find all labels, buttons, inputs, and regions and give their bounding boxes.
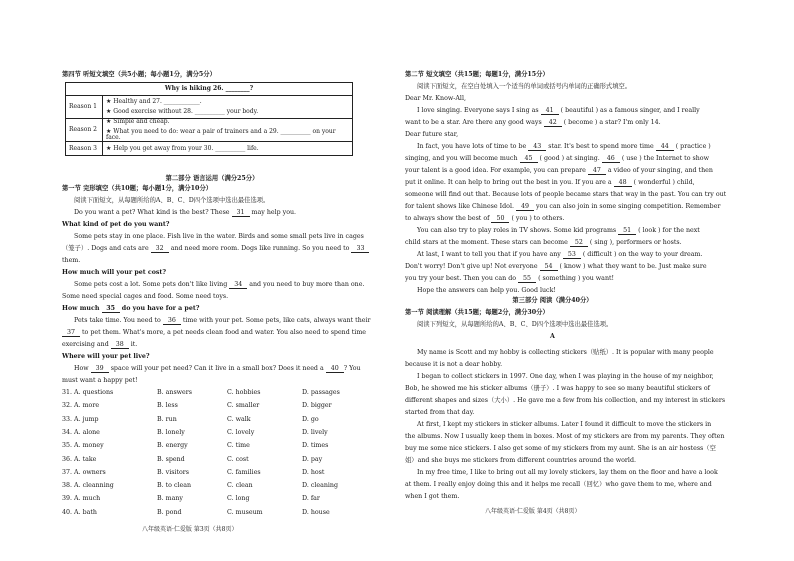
answer-blank[interactable]: 43	[528, 144, 546, 151]
option-choice[interactable]: B. spend	[157, 455, 185, 463]
option-choice[interactable]: C. hobbies	[227, 389, 261, 396]
option-choice[interactable]: B. answers	[157, 389, 193, 396]
text-line: 阅读下面短文，从每题所给的A、B、C、D四个选项中选出最佳选项。	[74, 197, 270, 204]
answer-blank[interactable]: 45	[520, 156, 538, 163]
option-choice[interactable]: B. less	[157, 402, 178, 410]
text-line: Some need special cages and food. Some need toys.	[62, 293, 229, 300]
table-row	[66, 119, 353, 142]
text-line: Pets take time. You need to 36 time with your pet. Some pets, like cats, always want their	[74, 317, 371, 324]
left-page	[62, 0, 371, 561]
text-line: Don't worry! Don't give up! Not everyone 54 ( know ) what they want to be. Just make sure	[405, 263, 707, 270]
answer-blank[interactable]: 34	[229, 282, 247, 289]
option-choice[interactable]: B. many	[157, 495, 183, 503]
answer-blank[interactable]: 49	[516, 204, 534, 211]
answer-blank[interactable]: 39	[91, 366, 109, 373]
table-header-row	[66, 83, 353, 96]
answer-blank[interactable]: 31	[232, 210, 250, 217]
text-line: them.	[62, 257, 81, 264]
text-line: at them. I really enjoy doing this and it helps me recall（回忆）who gave them to me, where and	[405, 481, 712, 488]
text-line: when I got them.	[405, 493, 460, 500]
bold-line: Where will your pet live?	[62, 353, 150, 360]
option-choice[interactable]: D. house	[302, 508, 330, 516]
text-line: started from that day.	[405, 409, 475, 416]
row-head: Reason 2	[66, 119, 103, 142]
row-item: ★ Simple and cheap.	[106, 118, 170, 125]
answer-blank[interactable]: 42	[544, 120, 562, 127]
option-choice[interactable]: C. lovely	[227, 428, 255, 436]
answer-blank[interactable]: 46	[602, 156, 620, 163]
option-choice[interactable]: B. energy	[157, 442, 188, 450]
option-choice[interactable]: C. cost	[227, 455, 249, 463]
row-item: ★ Healthy and 27. ____________.	[106, 98, 202, 105]
answer-blank[interactable]: 52	[570, 240, 588, 247]
option-choice[interactable]: D. pay	[302, 455, 323, 463]
option-choice[interactable]: 39. A. much	[62, 495, 101, 503]
answer-blank[interactable]: 37	[62, 330, 80, 337]
answer-blank[interactable]: 35	[102, 306, 120, 313]
option-choice[interactable]: D. go	[302, 415, 319, 423]
text-line: your talent is a good idea. For example, you can prepare 47 a video of your singing, and then	[405, 167, 713, 174]
option-choice[interactable]: C. smaller	[227, 402, 260, 410]
text-line: Hope the answers can help you. Good luck!	[417, 287, 556, 294]
option-choice[interactable]: D. times	[302, 442, 329, 450]
text-line: Dear Mr. Know-All,	[405, 95, 466, 102]
text-line: must want a happy pet!	[62, 377, 138, 384]
bold-line: 第四节 听短文填空（共5小题；每小题1分，满分5分）	[62, 71, 216, 78]
text-line: 姐）and she buys me stickers from different countries around the world.	[405, 457, 636, 464]
option-choice[interactable]: C. time	[227, 442, 250, 450]
right-page	[405, 0, 727, 561]
option-choice[interactable]: D. far	[302, 495, 320, 503]
page-footer: 八年级英语·仁爱版 第3页（共8页）	[142, 526, 238, 533]
text-line: to always show the best of 50 ( you ) to others.	[405, 215, 565, 222]
option-choice[interactable]: 40. A. bath	[62, 508, 97, 516]
table-row	[66, 142, 353, 156]
bold-line: 第一节 阅读理解（共15题；每题2分，满分30分）	[405, 309, 549, 316]
text-line: someone will find out that. Because lots of people became stars that way in the past. You can try out	[405, 191, 727, 198]
text-line: You can also try to play roles in TV shows. Some kid programs 51 ( look ) for the next	[417, 227, 700, 234]
text-line: My name is Scott and my hobby is collecting stickers（贴纸）. It is popular with many people	[417, 349, 714, 356]
row-head: Reason 1	[66, 96, 103, 119]
option-choice[interactable]: 38. A. cleanning	[62, 482, 114, 490]
option-choice[interactable]: 32. A. more	[62, 402, 100, 410]
option-choice[interactable]: D. passages	[302, 389, 340, 396]
option-choice[interactable]: D. bigger	[302, 402, 332, 410]
text-line: How 39 space will your pet need? Can it live in a small box? Does it need a 40 ? You	[74, 365, 361, 372]
answer-blank[interactable]: 53	[563, 252, 581, 259]
text-line: In my free time, I like to bring out all my lovely stickers, lay them on the floor and have a look	[417, 469, 718, 476]
text-line: （笼子）. Dogs and cats are 32 and need more room. Dogs like running. So you need to 33	[62, 246, 369, 253]
section-heading: A	[550, 333, 555, 340]
text-line: 阅读下面短文，在空白处填入一个适当的单词或括号内单词的正确形式填空。	[417, 83, 632, 90]
row-item: ★ What you need to do: wear a pair of trainers and a 29. __________ on your face.	[106, 128, 336, 141]
text-line: Bob, he showed me his sticker albums（册子）. I was happy to see so many beautiful stickers of	[405, 385, 710, 392]
text-line: Dear future star,	[405, 131, 459, 138]
text-line: At first, I kept my stickers in sticker albums. Later I found it difficult to move the stickers in	[417, 421, 712, 428]
answer-blank[interactable]: 33	[351, 246, 369, 253]
text-line: want to be a star. Are there any good ways 42 ( become ) a star? I'm only 14.	[405, 119, 661, 126]
text-line: 阅读下列短文，从每题所给的A、B、C、D四个选项中选出最佳选项。	[417, 321, 613, 328]
answer-blank[interactable]: 40	[326, 366, 344, 373]
answer-blank[interactable]: 54	[540, 264, 558, 271]
answer-blank[interactable]: 50	[491, 216, 509, 223]
row-items	[103, 96, 353, 119]
text-line: for talent shows like Chinese Idol. 49 you can also join in some singing competition. Remember	[405, 203, 721, 210]
answer-blank[interactable]: 44	[656, 144, 674, 151]
text-line: Some pets stay in one place. Fish live in the water. Birds and some small pets live in cages	[74, 233, 364, 240]
hiking-table	[65, 82, 353, 156]
option-choice[interactable]: C. museum	[227, 508, 263, 516]
option-choice[interactable]: C. clean	[227, 482, 253, 490]
text-line: buy me some nice stickers. I also get some of my stickers from my aunt. She is an air hostess（空	[405, 445, 716, 452]
option-choice[interactable]: C. walk	[227, 415, 251, 423]
option-choice[interactable]: B. visitors	[157, 468, 190, 476]
option-choice[interactable]: D. cleaning	[302, 482, 339, 490]
text-line: 37 to pet them. What's more, a pet needs clean food and water. You also need to spend time	[62, 330, 366, 337]
bold-line: How much 35 do you have for a pet?	[62, 305, 200, 312]
section-heading: 第三部分 阅读（满分40分）	[512, 297, 593, 304]
text-line: Do you want a pet? What kind is the best? These 31 may help you.	[74, 209, 297, 216]
option-choice[interactable]: 33. A. jump	[62, 415, 99, 423]
answer-blank[interactable]: 36	[163, 318, 181, 325]
option-choice[interactable]: 34. A. alone	[62, 428, 100, 436]
text-line: In fact, you have lots of time to be 43 star. It's best to spend more time 44 ( practice )	[417, 143, 711, 150]
bold-line: 第二节 短文填空（共15题；每题1分，满分15分）	[405, 71, 549, 78]
text-line: Some pets cost a lot. Some pets don't like living 34 and you need to buy more than one.	[74, 281, 365, 288]
text-line: singing, and you will become much 45 ( good ) at singing. 46 ( use ) the Internet to show	[405, 155, 709, 162]
row-item: ★ Good exercise without 28. __________ your body.	[106, 108, 259, 115]
option-choice[interactable]: 35. A. money	[62, 442, 104, 450]
table-row	[66, 96, 353, 119]
row-items	[103, 119, 353, 142]
option-choice[interactable]: 36. A. take	[62, 455, 97, 463]
bold-line: What kind of pet do you want?	[62, 221, 170, 228]
text-line: you try your best. Then you can do 55 ( something ) you want!	[405, 275, 615, 282]
page-footer: 八年级英语·仁爱版 第4页（共8页）	[485, 508, 581, 515]
text-line: exercising and 38 it.	[62, 341, 138, 348]
option-choice[interactable]: B. lonely	[157, 428, 185, 436]
answer-blank[interactable]: 51	[618, 228, 636, 235]
option-choice[interactable]: 37. A. owners	[62, 468, 106, 476]
option-choice[interactable]: C. long	[227, 495, 250, 503]
answer-blank[interactable]: 55	[518, 276, 536, 283]
row-head: Reason 3	[66, 142, 103, 156]
answer-blank[interactable]: 48	[614, 180, 632, 187]
text-line: I love singing. Everyone says I sing as 41 ( beautiful ) as a famous singer, and I really	[417, 107, 700, 114]
option-choice[interactable]: D. lively	[302, 428, 328, 436]
text-line: At last, I want to tell you that if you have any 53 ( difficult ) on the way to your dream.	[417, 251, 703, 258]
answer-blank[interactable]: 38	[111, 342, 129, 349]
option-choice[interactable]: C. families	[227, 468, 261, 476]
bold-line: How much will your pet cost?	[62, 269, 167, 276]
text-line: child stars at the moment. These stars can become 52 ( sing ), performers or hosts.	[405, 239, 682, 246]
answer-blank[interactable]: 41	[541, 108, 559, 115]
row-items	[103, 142, 353, 156]
section-heading: 第二部分 语言运用（满分25分）	[165, 175, 259, 182]
answer-blank[interactable]: 47	[588, 168, 606, 175]
table-header: Why is hiking 26. ________?	[66, 83, 353, 96]
option-choice[interactable]: 31. A. questions	[62, 389, 114, 396]
text-line: because it is not a dear hobby.	[405, 361, 503, 368]
option-choice[interactable]: D. host	[302, 468, 325, 476]
text-line: the albums. Now I usually keep them in boxes. Most of my stickers are from my parents. They often	[405, 433, 725, 440]
text-line: put it online. It can help to bring out the best in you. If you are a 48 ( wonderful ) child,	[405, 179, 695, 186]
option-choice[interactable]: B. run	[157, 415, 177, 423]
option-choice[interactable]: B. pond	[157, 508, 182, 516]
bold-line: 第一节 完形填空（共10题；每小题1分，满分10分）	[62, 185, 213, 192]
row-item: ★ Help you get away from your 30. __________ life.	[106, 144, 259, 152]
answer-blank[interactable]: 32	[151, 246, 169, 253]
text-line: I began to collect stickers in 1997. One day, when I was playing in the house of my neighbor,	[417, 373, 714, 380]
option-choice[interactable]: B. to clean	[157, 482, 192, 490]
text-line: different shapes and sizes（大小）. He gave me a few from his collection, and my interest in stickers	[405, 397, 726, 404]
